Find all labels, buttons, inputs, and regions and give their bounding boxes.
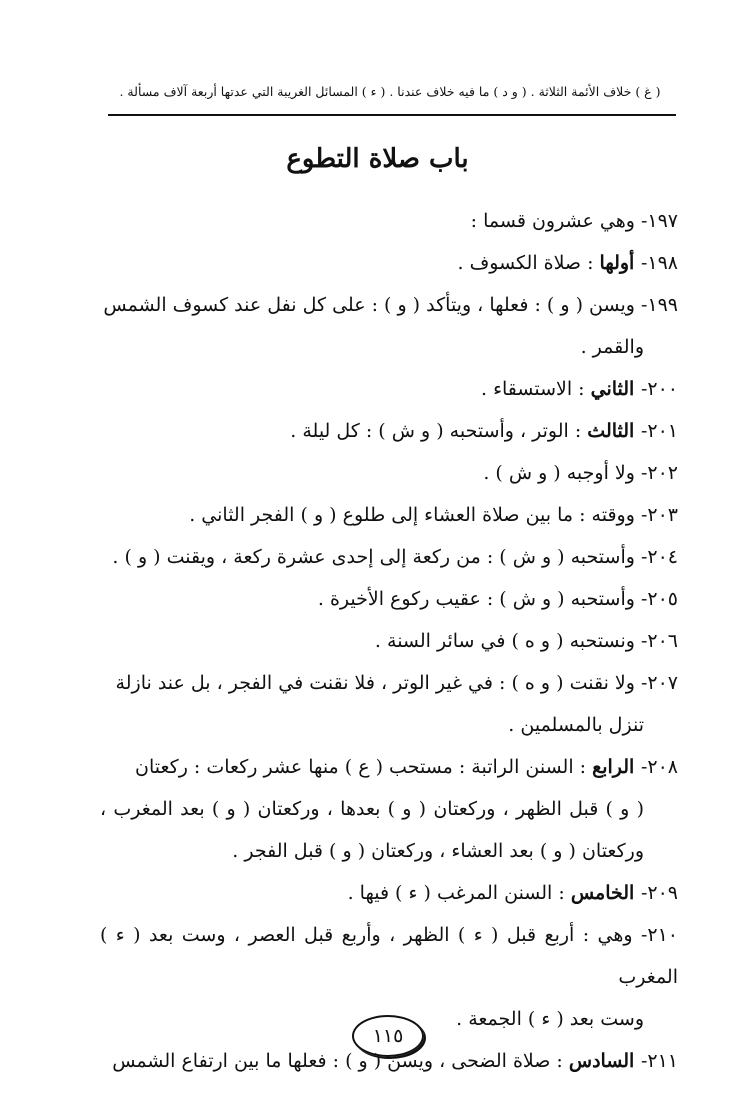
entry-199: ١٩٩- ويسن ( و ) : فعلها ، ويتأكد ( و ) : على كل نفل عند كسوف الشمس والقمر . [103,294,678,358]
entry-197: ١٩٧- وهي عشرون قسما : [470,210,678,232]
running-header: ( غ ) خلاف الأئمة الثلاثة . ( و د ) ما فيه خلاف عندنا . ( ء ) المسائل الغريبة التي عدتها أربعة آلاف مسألة . [119,84,661,99]
entry-201: ٢٠١- الثالث : الوتر ، وأستحبه ( و ش ) : كل ليلة . [290,420,678,442]
page-number: ١١٥ [352,1015,424,1057]
entry-205: ٢٠٥- وأستحبه ( و ش ) : عقيب ركوع الأخيرة . [317,588,678,610]
entry-211: ٢١١- السادس : صلاة الضحى ، ويسن ( و ) : فعلها ما بين ارتفاع الشمس [112,1050,678,1072]
entry-207: ٢٠٧- ولا نقنت ( و ه ) : في غير الوتر ، فلا نقنت في الفجر ، بل عند نازلة تنزل بالمسلمين . [115,672,678,736]
text-body [100,200,678,1082]
entry-208: ٢٠٨- الرابع : السنن الراتبة : مستحب ( ع ) منها عشر ركعات : ركعتان ( و ) قبل الظهر ، وركعتان ( و ) بعدها ، وركعتان ( و ) بعد المغرب ، وركعتان ( و ) بعد العشاء ، وركعتان ( و ) قبل الفجر . [100,756,678,862]
entry-202: ٢٠٢- ولا أوجبه ( و ش ) . [483,462,678,484]
entry-200: ٢٠٠- الثاني : الاستسقاء . [480,378,678,400]
entry-210: ٢١٠- وهي : أربع قبل ( ء ) الظهر ، وأربع قبل العصر ، وست بعد ( ء ) المغرب وست بعد ( ء ) الجمعة . [100,924,678,1030]
entry-198: ١٩٨- أولها : صلاة الكسوف . [457,252,678,274]
entry-209: ٢٠٩- الخامس : السنن المرغب ( ء ) فيها . [347,882,678,904]
header-rule [108,114,676,116]
entry-203: ٢٠٣- ووقته : ما بين صلاة العشاء إلى طلوع ( و ) الفجر الثاني . [189,504,678,526]
entry-204: ٢٠٤- وأستحبه ( و ش ) : من ركعة إلى إحدى عشرة ركعة ، ويقنت ( و ) . [112,546,678,568]
entry-206: ٢٠٦- ونستحبه ( و ه ) في سائر السنة . [374,630,678,652]
chapter-title: باب صلاة التطوع [286,144,469,174]
